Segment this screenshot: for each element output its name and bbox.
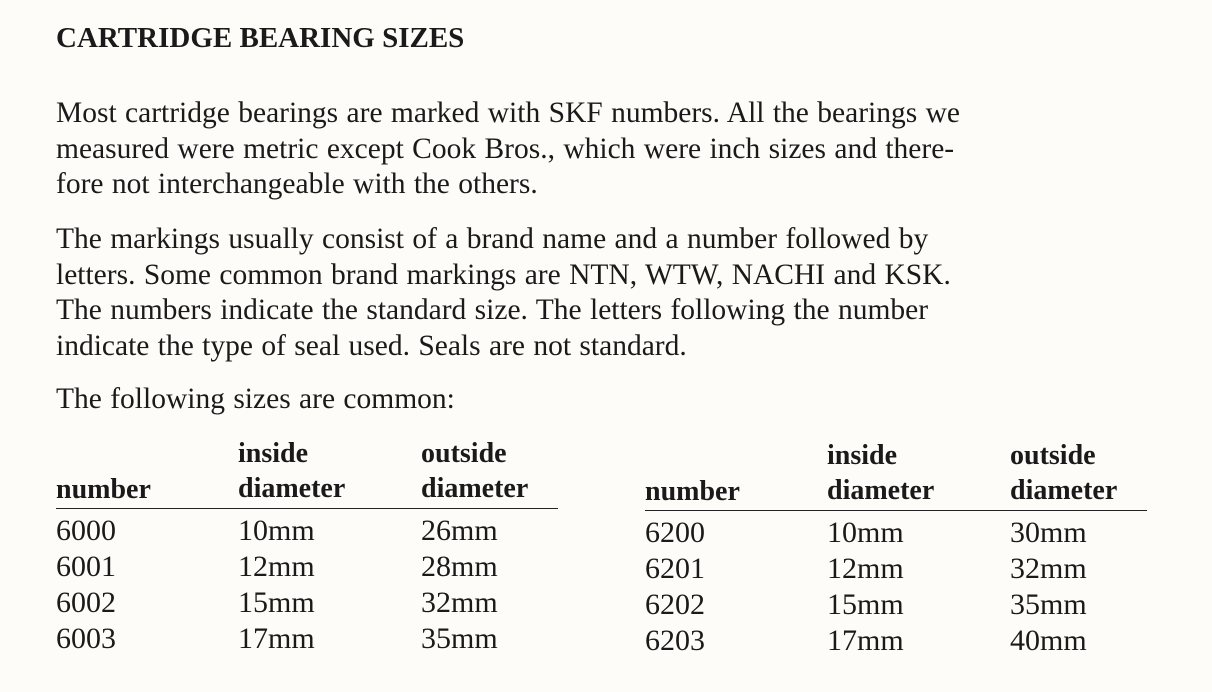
table-row [645,587,1147,623]
paragraph-line: The following sizes are common: [56,383,455,415]
table-row [645,551,1147,587]
paragraph-line: letters. Some common brand markings are NTN, WTW, NACHI and KSK. [56,258,951,291]
table-row [56,621,558,657]
cell-number: 6002 [56,586,116,619]
column-header-line: outside [1010,440,1096,471]
bearing-table-6200-series [645,438,1147,659]
column-header-line: diameter [827,475,935,506]
cell-number: 6200 [645,516,705,549]
paragraph-line: indicate the type of seal used. Seals are not standard. [56,329,687,362]
paragraph-skf-numbers [56,96,1154,203]
column-header-line: outside [421,438,507,469]
table-header [645,438,1147,511]
cell-outside-diameter: 32mm [1010,552,1087,585]
cell-inside-diameter: 12mm [827,552,904,585]
cell-number: 6003 [56,622,116,655]
cell-outside-diameter: 26mm [421,514,498,547]
cell-outside-diameter: 28mm [421,550,498,583]
column-header-inside-diameter [238,436,345,506]
cell-inside-diameter: 15mm [238,586,315,619]
paragraph-common-sizes-intro [56,382,1154,418]
table-body [645,511,1147,659]
paragraph-line: The numbers indicate the standard size. The letters following the number [56,294,929,326]
cell-number: 6001 [56,550,116,583]
column-header-line: diameter [421,473,529,504]
cell-number: 6202 [645,588,705,621]
table-row [56,549,558,585]
cell-outside-diameter: 30mm [1010,516,1087,549]
bearing-table-6000-series [56,436,558,657]
cell-inside-diameter: 12mm [238,550,315,583]
cell-outside-diameter: 35mm [421,622,498,655]
column-header-line: inside [827,440,898,471]
paragraph-line: The markings usually consist of a brand name and a number followed by [56,223,929,255]
table-row [645,623,1147,659]
column-header-line: inside [238,438,309,469]
table-row [56,585,558,621]
table-row [56,513,558,549]
paragraph-markings [56,222,1154,364]
column-header-line: diameter [1010,475,1118,506]
cell-number: 6201 [645,552,705,585]
table-body [56,509,558,657]
table-row [645,515,1147,551]
paragraph-line: fore not interchangeable with the others. [56,168,538,200]
paragraph-line: measured were metric except Cook Bros., which were inch sizes and there- [56,132,955,165]
page-title: CARTRIDGE BEARING SIZES [56,22,465,54]
column-header-number: number [645,476,740,507]
cell-number: 6203 [645,624,705,657]
cell-outside-diameter: 32mm [421,586,498,619]
paragraph-line: Most cartridge bearings are marked with SKF numbers. All the bearings we [56,97,960,129]
cell-outside-diameter: 40mm [1010,624,1087,657]
cell-inside-diameter: 10mm [827,516,904,549]
cell-inside-diameter: 15mm [827,588,904,621]
cell-outside-diameter: 35mm [1010,588,1087,621]
table-header [56,436,558,509]
column-header-line: diameter [238,473,346,504]
column-header-outside-diameter [1010,438,1117,508]
cell-inside-diameter: 10mm [238,514,315,547]
cell-inside-diameter: 17mm [827,624,904,657]
column-header-inside-diameter [827,438,934,508]
column-header-number: number [56,474,151,505]
cell-number: 6000 [56,514,116,547]
column-header-outside-diameter [421,436,528,506]
cell-inside-diameter: 17mm [238,622,315,655]
